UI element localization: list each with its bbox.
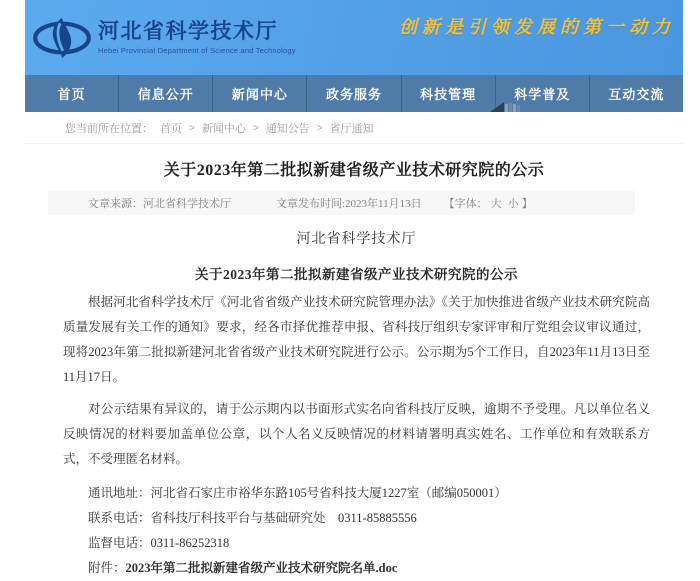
breadcrumb-separator: > — [189, 122, 195, 134]
page-title: 关于2023年第二批拟新建省级产业技术研究院的公示 — [163, 162, 545, 179]
font-size-control — [444, 195, 533, 211]
font-size-small-button[interactable]: 小 — [507, 198, 519, 210]
site-name-english: Hebei Provincial Department of Science and Technology — [98, 46, 296, 55]
supervision-phone: 监督电话：0311-86252318 — [88, 536, 230, 550]
breadcrumb-separator: > — [252, 122, 259, 134]
breadcrumb-item-dept-notice[interactable]: 省厅通知 — [329, 123, 374, 135]
article-source: 文章来源：河北省科学技术厅 — [88, 198, 231, 210]
contact-phone: 联系电话：省科技厅科技平台与基础研究处 0311-85885556 — [88, 511, 417, 525]
nav-item-interaction[interactable]: 互动交流 — [589, 75, 683, 112]
nav-item-tech-management[interactable]: 科技管理 — [401, 75, 495, 112]
article-paragraph: 根据河北省科学技术厅《河北省省级产业技术研究院管理办法》《关于加快推进省级产业技术研究院高质量发展有关工作的通知》要求，经各市择优推荐申报、省科技厅组织专家评审和厅党组会议审议通过，现将2023年第二批拟新建河北省省级产业技术研究院进行公示。公示期为5个工作日，自2023年11月13日至11月17日。 — [63, 295, 650, 384]
contact-address: 通讯地址：河北省石家庄市裕华东路105号省科技大厦1227室（邮编050001） — [88, 486, 507, 500]
hebei-st-logo-icon — [32, 14, 92, 62]
background-building-image — [490, 99, 532, 112]
site-logo-link[interactable] — [32, 14, 296, 62]
article-meta-bar — [48, 191, 635, 215]
nav-item-home[interactable]: 首页 — [57, 87, 86, 102]
breadcrumb-item-home[interactable]: 首页 — [160, 123, 182, 135]
nav-item-news-center[interactable]: 新闻中心 — [212, 75, 306, 112]
main-nav — [25, 75, 683, 112]
breadcrumb-item-notices[interactable]: 通知公告 — [265, 123, 310, 135]
attachment-doc-link[interactable]: 2023年第二批拟新建省级产业技术研究院名单.doc — [125, 561, 398, 575]
page-container — [25, 0, 683, 581]
breadcrumb-item-news-center[interactable]: 新闻中心 — [201, 123, 246, 135]
article-publish-time: 文章发布时间:2023年11月13日 — [276, 198, 422, 210]
article-body — [63, 228, 650, 581]
site-header — [25, 0, 683, 75]
font-size-label-close: 】 — [521, 198, 533, 210]
article-title: 关于2023年第二批拟新建省级产业技术研究院的公示 — [195, 267, 518, 282]
attachment-label: 附件： — [88, 561, 126, 575]
article-paragraph: 对公示结果有异议的，请于公示期内以书面形式实名向省科技厅反映，逾期不予受理。凡以单位名义反映情况的材料要加盖单位公章，以个人名义反映情况的材料请署明真实姓名、工作单位和有效联系方式，不受理匿名材料。 — [63, 402, 650, 466]
attachment-row — [63, 556, 650, 581]
breadcrumb-separator: > — [316, 122, 323, 134]
site-title-block — [98, 20, 296, 55]
font-size-large-button[interactable]: 大 — [490, 198, 502, 210]
site-name: 河北省科学技术厅 — [98, 20, 278, 43]
font-size-label: 【字体： — [443, 198, 488, 210]
nav-item-science-popularization[interactable]: 科学普及 — [495, 75, 589, 112]
article-agency: 河北省科学技术厅 — [296, 232, 417, 247]
breadcrumb-prefix: 您当前所在位置： — [65, 123, 153, 135]
breadcrumb — [25, 112, 683, 144]
nav-item-info-disclosure[interactable]: 信息公开 — [118, 75, 212, 112]
nav-item-gov-services[interactable]: 政务服务 — [306, 75, 400, 112]
header-slogan: 创新是引领发展的第一动力 — [399, 17, 675, 38]
